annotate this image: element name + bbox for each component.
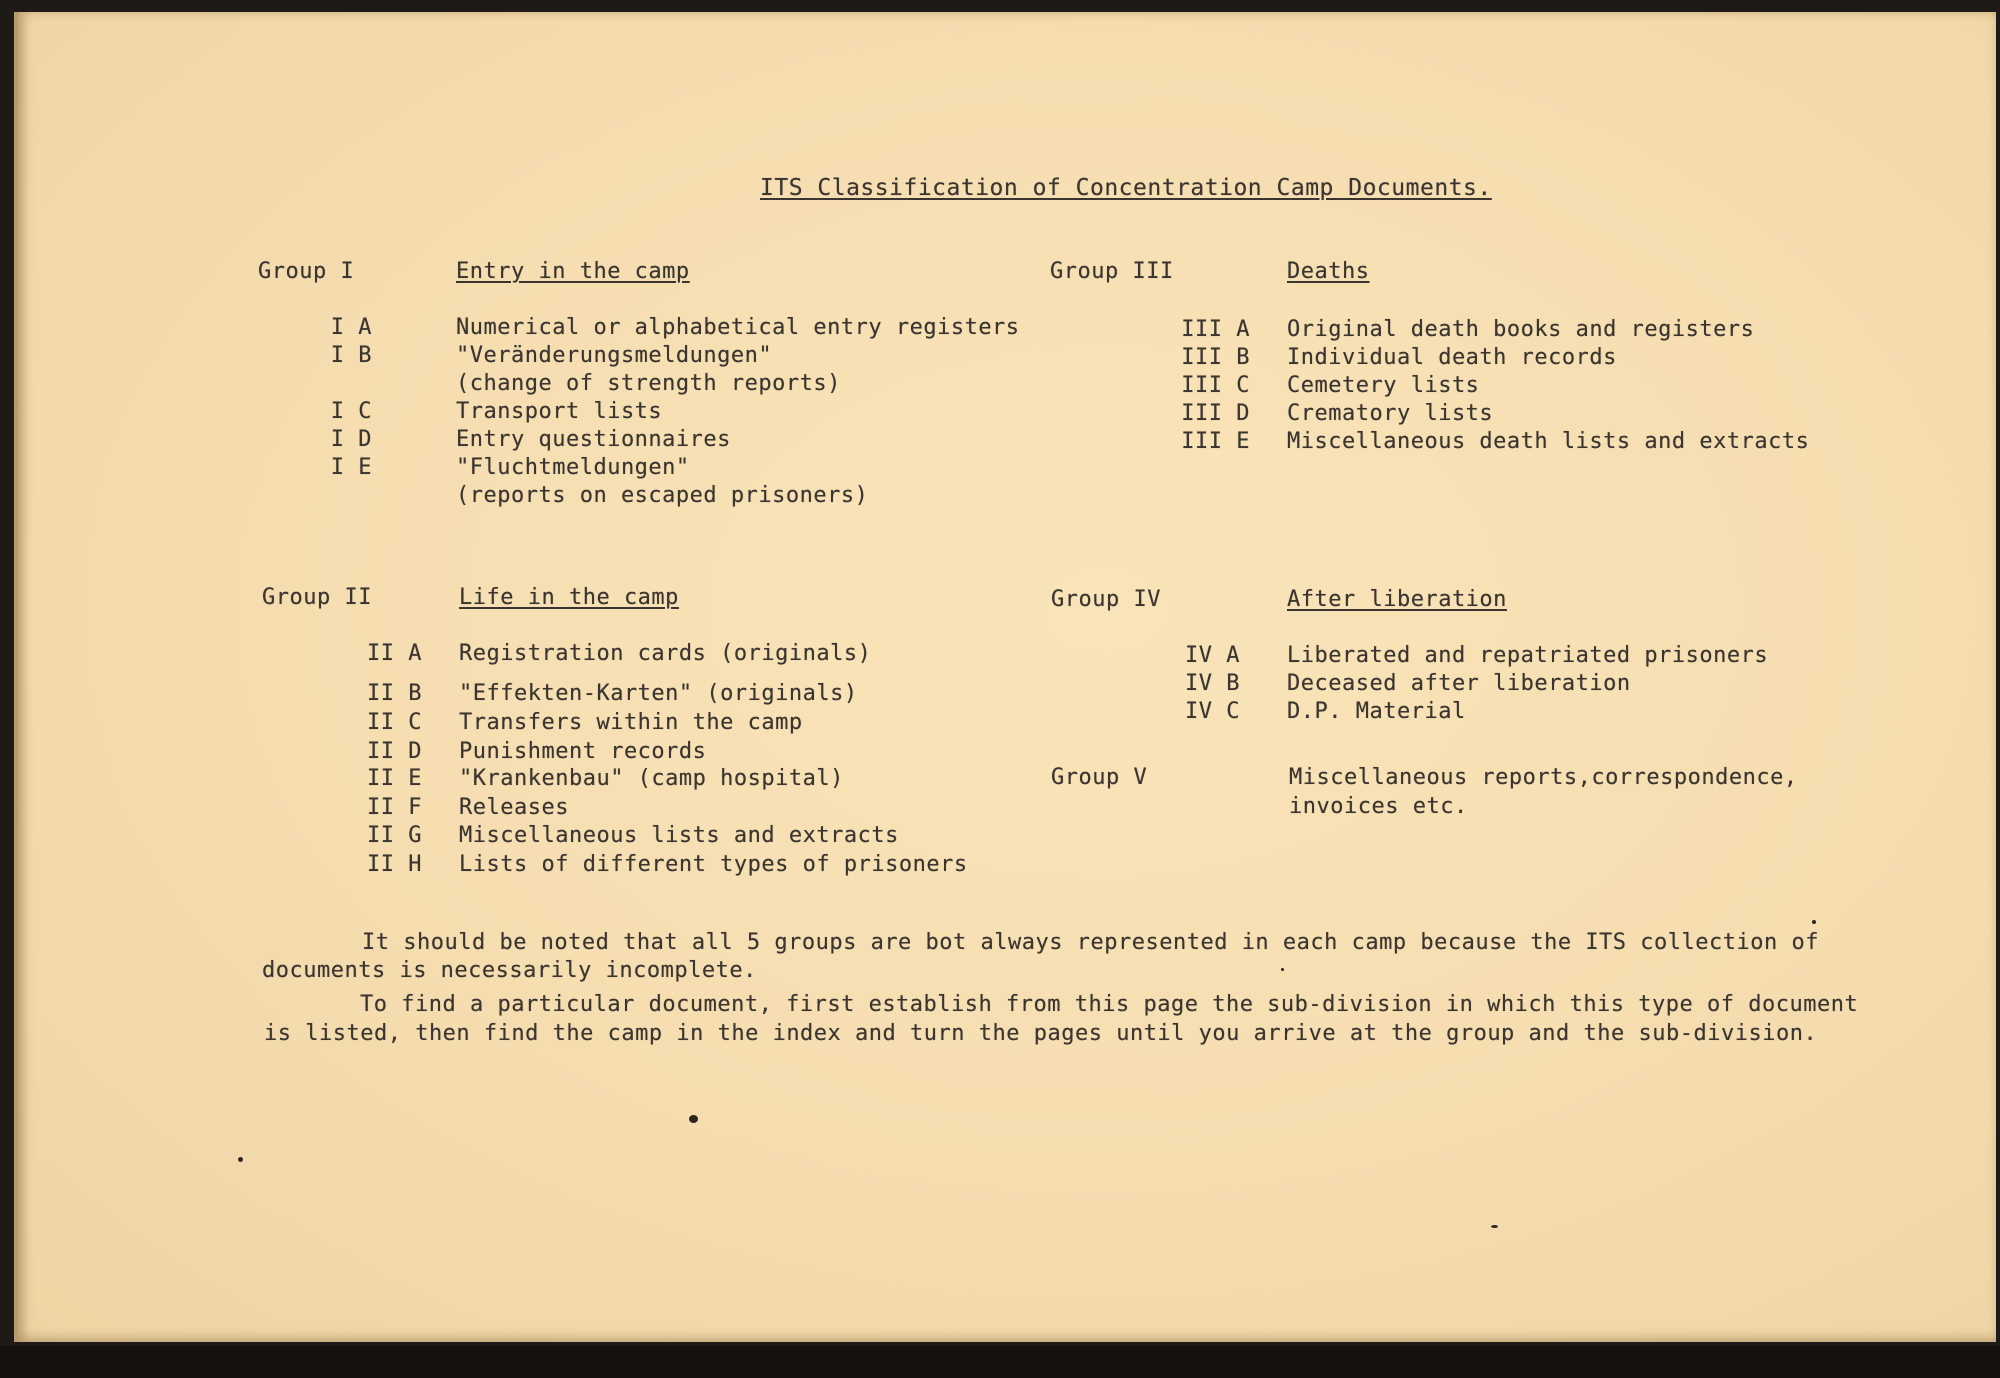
item-code-1d: I D xyxy=(330,427,372,452)
item-text-3a: Original death books and registers xyxy=(1287,317,1755,342)
item-code-2f: II F xyxy=(367,795,422,820)
group-4-label: Group IV xyxy=(1051,587,1161,612)
group-2-label: Group II xyxy=(262,585,372,610)
group-3-label: Group III xyxy=(1050,259,1174,284)
item-code-4a: IV A xyxy=(1185,643,1240,668)
group-5-text-line2: invoices etc. xyxy=(1289,794,1468,819)
item-code-1c: I C xyxy=(330,399,372,424)
ink-speck xyxy=(238,1157,243,1162)
item-text-3c: Cemetery lists xyxy=(1287,373,1480,398)
item-code-3e: III E xyxy=(1181,429,1250,454)
ink-speck xyxy=(689,1115,698,1123)
group-3-heading: Deaths xyxy=(1287,259,1370,284)
item-code-1a: I A xyxy=(330,315,372,340)
group-5-label: Group V xyxy=(1051,765,1148,790)
item-text-1d: Entry questionnaires xyxy=(456,427,731,452)
item-text-2h: Lists of different types of prisoners xyxy=(459,852,968,877)
item-code-4c: IV C xyxy=(1185,699,1240,724)
item-code-3d: III D xyxy=(1181,401,1250,426)
scan-bottom-edge xyxy=(0,1346,2000,1378)
item-text-2c: Transfers within the camp xyxy=(459,710,803,735)
group-2-heading: Life in the camp xyxy=(459,585,679,610)
item-text-2b: "Effekten-Karten" (originals) xyxy=(459,681,858,706)
item-text-2g: Miscellaneous lists and extracts xyxy=(459,823,899,848)
item-code-3a: III A xyxy=(1181,317,1250,342)
note-paragraph-1-line-1: It should be noted that all 5 groups are bot always represented in each camp because the ITS collection of xyxy=(362,930,1819,955)
item-code-1e: I E xyxy=(330,455,372,480)
ink-speck xyxy=(1491,1225,1498,1228)
document-page xyxy=(14,12,1996,1342)
item-text-1c: Transport lists xyxy=(456,399,663,424)
document-title: ITS Classification of Concentration Camp Documents. xyxy=(760,175,1492,201)
item-code-2c: II C xyxy=(367,710,422,735)
item-text-2a: Registration cards (originals) xyxy=(459,641,872,666)
item-code-3c: III C xyxy=(1181,373,1250,398)
item-code-1b: I B xyxy=(330,343,372,368)
group-1-heading: Entry in the camp xyxy=(456,259,690,284)
item-code-2a: II A xyxy=(367,641,422,666)
item-text-1e: "Fluchtmeldungen" xyxy=(456,455,690,480)
note-paragraph-1-line-2: documents is necessarily incomplete. xyxy=(262,958,757,983)
item-text-1b-sub: (change of strength reports) xyxy=(456,371,841,396)
item-code-2b: II B xyxy=(367,681,422,706)
item-text-3d: Crematory lists xyxy=(1287,401,1494,426)
item-code-4b: IV B xyxy=(1185,671,1240,696)
item-text-1b: "Veränderungsmeldungen" xyxy=(456,343,773,368)
item-text-2f: Releases xyxy=(459,795,569,820)
group-5-text-line1: Miscellaneous reports,correspondence, xyxy=(1289,765,1798,790)
note-paragraph-2-line-1: To find a particular document, first establish from this page the sub-division in which this type of document xyxy=(360,992,1859,1017)
item-text-1e-sub: (reports on escaped prisoners) xyxy=(456,483,869,508)
item-text-4c: D.P. Material xyxy=(1287,699,1466,724)
note-paragraph-2-line-2: is listed, then find the camp in the index and turn the pages until you arrive at the group and the sub-division. xyxy=(264,1021,1818,1046)
ink-speck xyxy=(1812,920,1816,924)
item-code-2e: II E xyxy=(367,766,422,791)
item-text-4b: Deceased after liberation xyxy=(1287,671,1631,696)
item-code-2g: II G xyxy=(367,823,422,848)
item-text-3b: Individual death records xyxy=(1287,345,1617,370)
ink-speck xyxy=(1281,968,1284,971)
item-text-4a: Liberated and repatriated prisoners xyxy=(1287,643,1769,668)
item-text-2e: "Krankenbau" (camp hospital) xyxy=(459,766,844,791)
item-text-2d: Punishment records xyxy=(459,739,707,764)
item-code-3b: III B xyxy=(1181,345,1250,370)
item-code-2h: II H xyxy=(367,852,422,877)
item-text-1a: Numerical or alphabetical entry registers xyxy=(456,315,1020,340)
item-text-3e: Miscellaneous death lists and extracts xyxy=(1287,429,1810,454)
group-1-label: Group I xyxy=(258,259,355,284)
item-code-2d: II D xyxy=(367,739,422,764)
group-4-heading: After liberation xyxy=(1287,587,1507,612)
